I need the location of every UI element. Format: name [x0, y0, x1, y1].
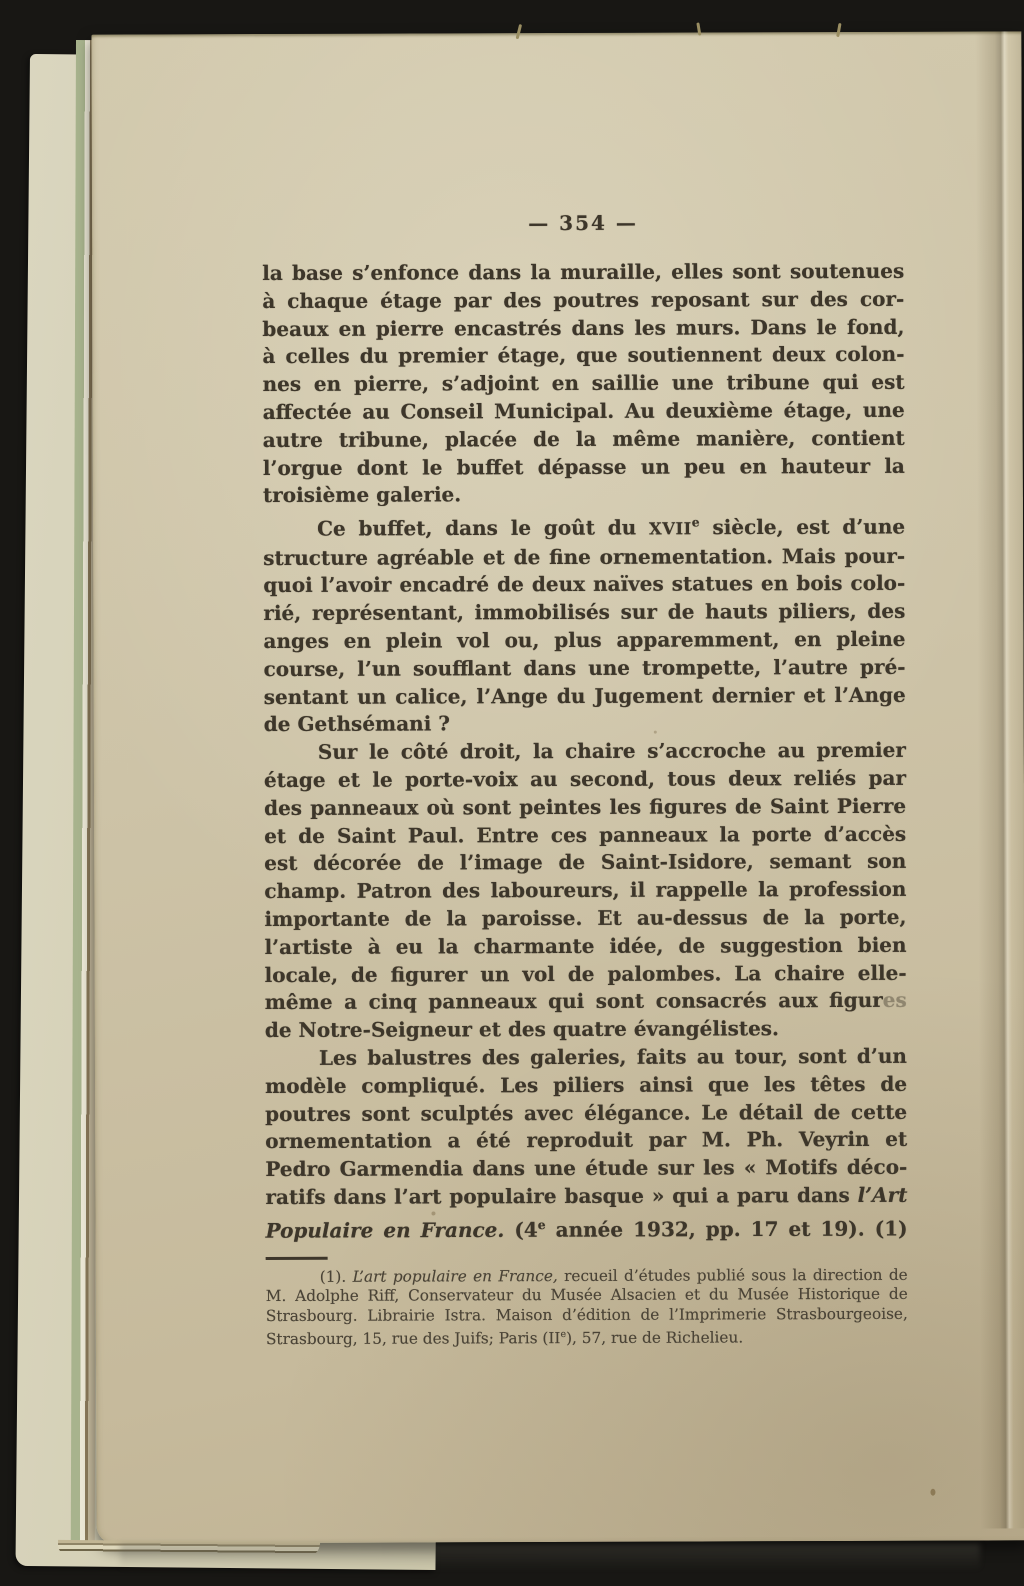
text-segment: ratifs dans l’art populaire basque » qui a paru dans	[265, 1182, 858, 1209]
book-page	[91, 31, 1024, 1543]
text-segment: Ce buffet, dans le goût du	[317, 515, 650, 541]
text-line	[265, 1154, 907, 1184]
text-segment: locale, de figurer un vol de palombes. La chaire elle-	[264, 960, 907, 987]
text-line	[264, 876, 906, 906]
text-segment: e	[537, 1216, 546, 1232]
text-segment: Sur le côté droit, la chaire s’accroche au premier	[317, 737, 906, 765]
text-line	[264, 709, 906, 739]
text-line	[263, 508, 905, 545]
text-segment: recueil d’études publié sous la direction de	[557, 1265, 908, 1286]
text-segment: (4	[504, 1217, 538, 1242]
text-line	[262, 258, 904, 288]
text-line	[266, 1305, 908, 1327]
page-bottom-shadow	[120, 1544, 980, 1570]
text-line	[263, 542, 905, 572]
text-line	[266, 1285, 908, 1307]
text-line	[264, 654, 906, 684]
body-text	[262, 258, 907, 1245]
text-segment: L’art populaire en France,	[352, 1267, 558, 1286]
text-segment: ), 57, rue de Richelieu.	[566, 1328, 744, 1348]
text-segment: poutres sont sculptés avec élégance. Le détail de cette	[265, 1099, 908, 1126]
text-segment: autre tribune, placée de la même manière, contient	[262, 425, 905, 452]
text-line	[265, 987, 907, 1017]
paper-speck	[930, 1489, 935, 1496]
text-line	[266, 1324, 908, 1350]
text-segment: modèle compliqué. Les piliers ainsi que les têtes de	[264, 1071, 908, 1098]
text-segment: l’artiste à eu la charmante idée, de suggestion bien	[264, 932, 907, 959]
text-segment: Les balustres des galeries, faits au tour, sont d’un	[318, 1043, 907, 1070]
text-segment: la base s’enfonce dans la muraille, elles sont soutenues	[262, 258, 905, 286]
text-segment: année 1932, pp. 17 et 19). (1)	[545, 1216, 908, 1242]
text-segment: à chaque étage par des poutres reposant sur des cor-	[262, 286, 905, 313]
text-line	[265, 1015, 907, 1045]
text-line	[263, 425, 905, 455]
text-segment: étage et le porte-voix au second, tous deux reliés par	[263, 765, 907, 793]
text-segment: l’orgue dont le buffet dépasse un peu en hauteur la	[262, 453, 905, 480]
text-line	[265, 1043, 907, 1073]
text-line	[265, 1098, 907, 1128]
text-line	[265, 1210, 907, 1246]
paragraph	[263, 508, 906, 739]
text-segment: nes en pierre, s’adjoint en saillie une tribune qui est	[262, 369, 905, 397]
text-segment: XVII	[649, 519, 692, 539]
text-line	[264, 793, 906, 823]
text-segment: affectée au Conseil Municipal. Au deuxième étage, une	[262, 397, 905, 425]
footnote-rule	[266, 1257, 328, 1260]
paper-fiber	[516, 24, 522, 39]
paragraph	[262, 258, 905, 510]
text-segment: course, l’un soufflant dans une trompette, l’autre pré-	[263, 654, 906, 681]
paper-fiber	[836, 23, 841, 37]
text-line	[262, 341, 904, 371]
text-segment: à celles du premier étage, que soutiennent deux colon-	[262, 342, 905, 369]
text-line	[263, 570, 905, 600]
text-line	[264, 737, 906, 767]
text-segment: troisième galerie.	[262, 482, 462, 508]
text-segment: des panneaux où sont peintes les figures de Saint Pierre	[264, 793, 907, 820]
text-line	[263, 397, 905, 427]
text-line	[264, 765, 906, 795]
text-line	[264, 848, 906, 878]
text-segment: es	[882, 988, 907, 1013]
footnote	[266, 1266, 908, 1350]
text-segment: de Notre-Seigneur et des quatre évangélistes.	[264, 1016, 780, 1043]
text-segment: siècle, est d’une	[699, 514, 906, 540]
text-segment: structure agréable et de fine ornementation. Mais pour-	[263, 543, 906, 570]
text-segment: l’Art	[857, 1182, 908, 1207]
text-line	[265, 1182, 907, 1212]
text-line	[263, 480, 905, 510]
paragraph	[264, 737, 907, 1045]
text-line	[265, 959, 907, 989]
text-segment: beaux en pierre encastrés dans les murs. Dans le fond,	[262, 314, 905, 341]
text-segment: est décorée de l’image de Saint-Isidore, semant son	[264, 849, 907, 876]
text-segment: (1).	[319, 1267, 353, 1286]
text-segment: e	[691, 514, 700, 530]
text-segment: même a cinq panneaux qui sont consacrés aux figur	[264, 988, 883, 1015]
text-segment: et de Saint Paul. Entre ces panneaux la porte d’accès	[264, 821, 907, 848]
text-segment: Strasbourg. Librairie Istra. Maison d’édition de l’Imprimerie Strasbourgeoise,	[265, 1304, 908, 1325]
text-line	[263, 452, 905, 482]
text-line	[263, 598, 905, 628]
text-line	[264, 820, 906, 850]
text-segment: sentant un calice, l’Ange du Jugement dernier et l’Ange	[263, 682, 906, 709]
text-segment: anges en plein vol ou, plus apparemment, en pleine	[263, 626, 906, 654]
text-line	[263, 626, 905, 656]
text-line	[262, 286, 904, 316]
text-segment: rié, représentant, immobilisés sur de hauts piliers, des	[263, 599, 906, 626]
text-line	[263, 369, 905, 399]
text-line	[266, 1266, 908, 1288]
text-line	[264, 681, 906, 711]
paper-fiber	[696, 22, 701, 35]
text-segment: importante de la paroisse. Et au-dessus de la porte,	[264, 904, 907, 932]
text-line	[264, 904, 906, 934]
text-segment: e	[560, 1329, 567, 1341]
text-segment: champ. Patron des laboureurs, il rappelle la profession	[264, 876, 907, 904]
text-line	[265, 932, 907, 962]
paragraph	[265, 1043, 908, 1245]
text-segment: de Gethsémani ?	[263, 711, 451, 737]
text-segment: Pedro Garmendia dans une étude sur les « Motifs déco-	[265, 1154, 908, 1182]
text-segment: Strasbourg, 15, rue des Juifs; Paris (II	[265, 1329, 561, 1349]
text-line	[265, 1071, 907, 1101]
text-segment: M. Adolphe Riff, Conservateur du Musée Alsacien et du Musée Historique de	[265, 1285, 908, 1306]
text-segment: Populaire en France.	[265, 1217, 505, 1243]
text-line	[262, 313, 904, 343]
page-number: — 354 —	[528, 210, 638, 236]
text-line	[265, 1126, 907, 1156]
text-segment: quoi l’avoir encadré de deux naïves statues en bois colo-	[263, 571, 906, 598]
text-segment: ornementation a été reproduit par M. Ph. Veyrin et	[265, 1127, 908, 1154]
